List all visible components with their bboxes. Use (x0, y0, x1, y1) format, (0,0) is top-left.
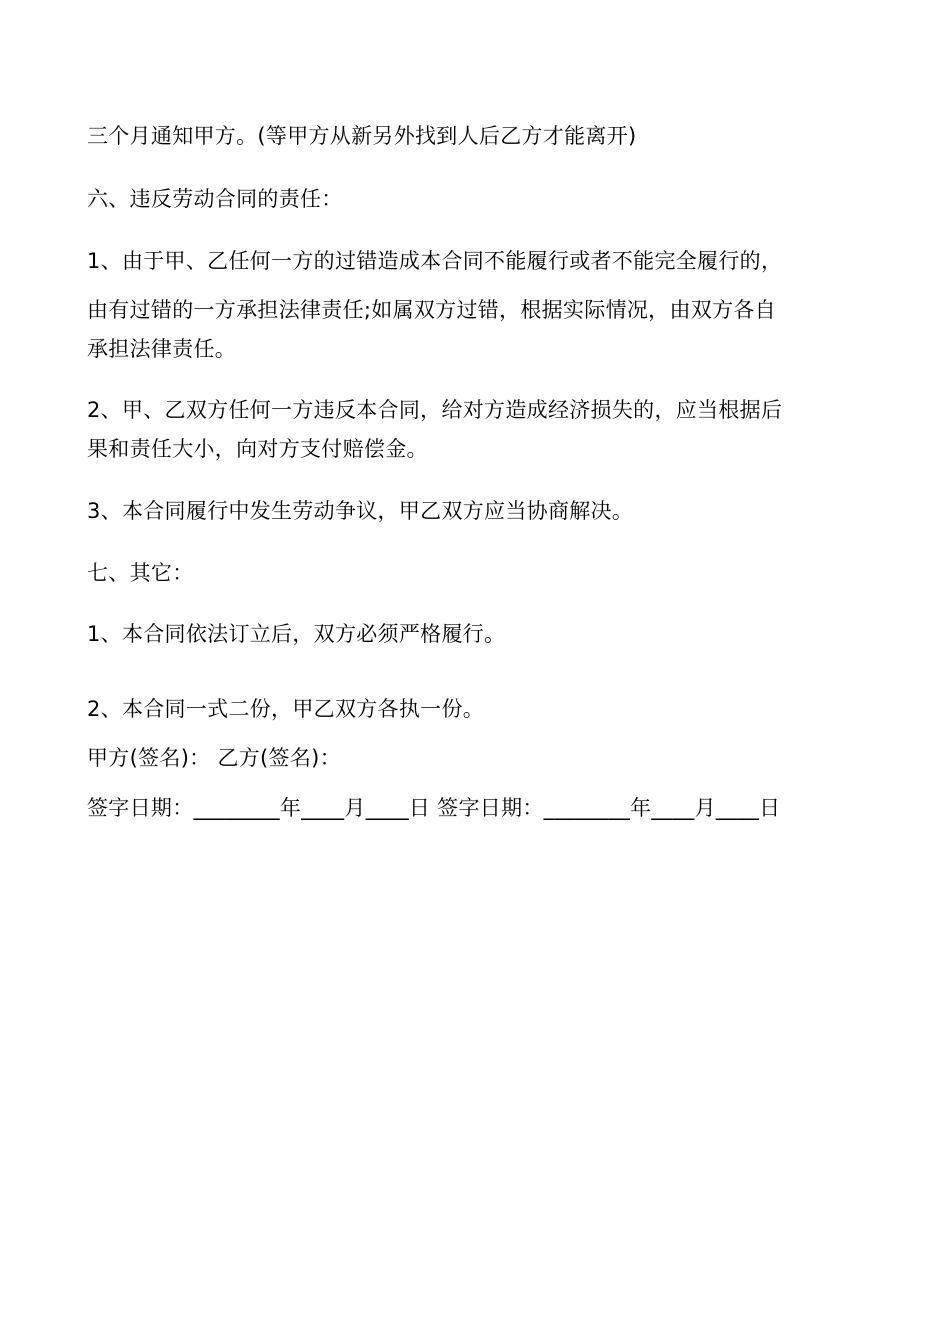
section-heading-breach-liability: 六、违反劳动合同的责任： (87, 187, 343, 211)
clause-1-line-3: 承担法律责任。 (87, 337, 237, 361)
clause-3: 3、本合同履行中发生劳动争议，甲乙双方应当协商解决。 (87, 499, 634, 523)
clause-2-line-1: 2、甲、乙双方任何一方违反本合同，给对方造成经济损失的，应当根据后 (87, 398, 783, 422)
signing-date-line: 签字日期：________年____月____日 签字日期：________年____月____日 (87, 796, 781, 820)
clause-1-line-2: 由有过错的一方承担法律责任;如属双方过错，根据实际情况，由双方各自 (87, 298, 776, 322)
section-heading-other: 七、其它： (87, 561, 194, 585)
text-line-notice-party-a: 三个月通知甲方。(等甲方从新另外找到人后乙方才能离开) (87, 124, 637, 148)
other-clause-1: 1、本合同依法订立后，双方必须严格履行。 (87, 622, 506, 646)
clause-1-line-1: 1、由于甲、乙任何一方的过错造成本合同不能履行或者不能完全履行的， (87, 249, 783, 273)
signature-line: 甲方(签名)： 乙方(签名)： (87, 746, 341, 770)
clause-2-line-2: 果和责任大小，向对方支付赔偿金。 (87, 437, 428, 461)
other-clause-2: 2、本合同一式二份，甲乙双方各执一份。 (87, 697, 485, 721)
